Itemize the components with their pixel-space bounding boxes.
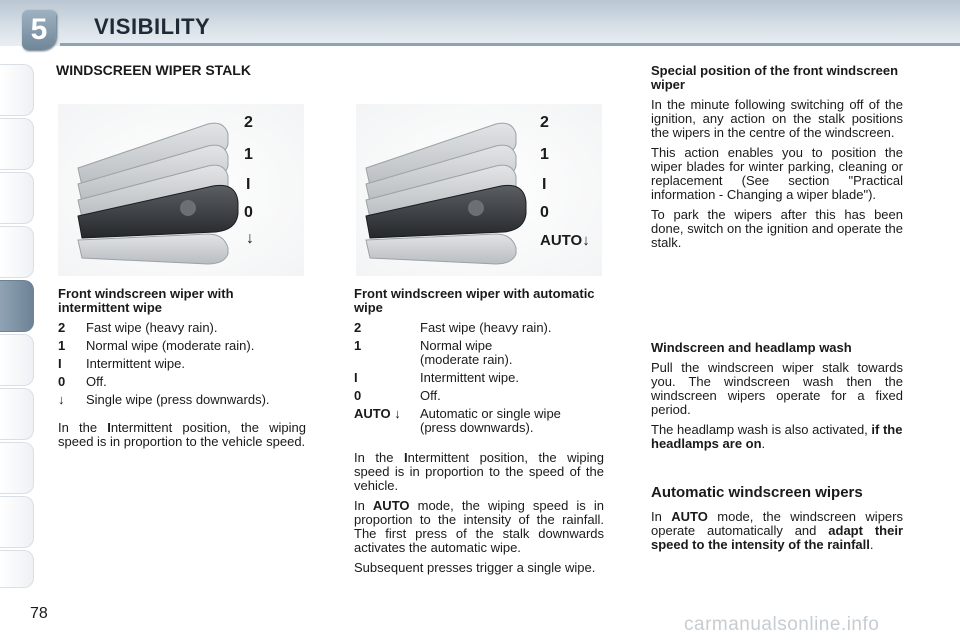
paragraph-text: In <box>354 498 373 513</box>
paragraph-text: In the <box>354 450 404 465</box>
headlamp-wash-paragraph-2 <box>651 423 903 451</box>
position-key: 2 <box>354 320 362 335</box>
position-key: 2 <box>58 320 66 335</box>
position-label-intermittent: I <box>542 176 547 193</box>
position-label-auto: AUTO↓ <box>540 232 590 249</box>
position-description: Off. <box>86 374 107 389</box>
position-label-fast: 2 <box>244 114 253 131</box>
position-description: Automatic or single wipe (press downwards). <box>420 406 561 435</box>
automatic-wipe-section <box>354 287 604 581</box>
header-rule <box>60 43 960 46</box>
chapter-tab-10[interactable] <box>0 550 34 588</box>
chapter-number-badge: 5 <box>22 10 56 50</box>
position-key: I <box>354 370 358 385</box>
headlamp-wash-paragraph-1: Pull the windscreen wiper stalk towards you. The windscreen wash then the windscreen wipers operate for a fixed period. <box>651 360 903 417</box>
wiper-stalk-illustration-intermittent <box>58 104 304 276</box>
list-item <box>58 375 306 389</box>
paragraph-bold: I <box>404 450 408 465</box>
list-item <box>58 321 306 335</box>
position-description: Off. <box>420 388 441 403</box>
special-position-section <box>651 64 903 256</box>
position-description: Intermittent wipe. <box>86 356 185 371</box>
chapter-tab-5-active[interactable] <box>0 280 34 332</box>
position-label-off: 0 <box>540 204 549 221</box>
special-position-paragraph-3: To park the wipers after this has been done, switch on the ignition and operate the stalk. <box>651 207 903 250</box>
list-item <box>58 339 306 353</box>
position-key: 1 <box>354 338 362 353</box>
position-description: Normal wipe (moderate rain). <box>86 338 255 353</box>
chapter-tab-9[interactable] <box>0 496 34 548</box>
paragraph-bold: if the headlamps are on <box>651 422 903 451</box>
auto-arrow-key: AUTO ↓ <box>354 406 401 421</box>
chapter-tabs <box>0 64 34 590</box>
position-label-fast: 2 <box>540 114 549 131</box>
position-label-single-wipe: ↓ <box>246 230 254 247</box>
note-text: In the <box>58 420 108 435</box>
page-number: 78 <box>30 605 48 622</box>
list-item <box>354 407 604 435</box>
position-key: I <box>58 356 62 371</box>
position-description: Intermittent wipe. <box>420 370 519 385</box>
position-key: 0 <box>354 388 362 403</box>
position-label-intermittent: I <box>246 176 251 193</box>
special-position-title: Special position of the front windscreen wiper <box>651 63 899 92</box>
chapter-tab-6[interactable] <box>0 334 34 386</box>
paragraph-bold: AUTO <box>671 509 708 524</box>
chapter-tab-2[interactable] <box>0 118 34 170</box>
position-description: Fast wipe (heavy rain). <box>86 320 218 335</box>
chapter-tab-1[interactable] <box>0 64 34 116</box>
position-label-off: 0 <box>244 204 253 221</box>
chapter-title: VISIBILITY <box>94 14 211 39</box>
intermittent-wipe-section <box>58 287 306 455</box>
automatic-paragraph-2 <box>354 499 604 555</box>
position-key: 0 <box>58 374 66 389</box>
list-item <box>354 321 604 335</box>
paragraph-text: The headlamp wash is also activated, <box>651 422 872 437</box>
list-item <box>354 339 604 367</box>
position-description: Normal wipe (moderate rain). <box>420 338 513 367</box>
intermittent-title: Front windscreen wiper with intermittent wipe <box>58 286 234 315</box>
headlamp-wash-title: Windscreen and headlamp wash <box>651 340 852 355</box>
paragraph-text: In <box>651 509 672 524</box>
list-item <box>354 371 604 385</box>
chapter-tab-3[interactable] <box>0 172 34 224</box>
automatic-paragraph-3: Subsequent presses trigger a single wipe. <box>354 560 596 575</box>
paragraph-bold: AUTO <box>372 498 410 513</box>
position-description: Fast wipe (heavy rain). <box>420 320 552 335</box>
watermark: carmanualsonline.info <box>684 614 880 635</box>
note-bold: I <box>107 420 111 435</box>
section-heading: WINDSCREEN WIPER STALK <box>56 62 251 78</box>
list-item <box>354 389 604 403</box>
paragraph-text: ntermittent position, the wiping speed is in proportion to the speed of the vehicle. <box>354 450 604 493</box>
paragraph-text: mode, the windscreen wipers operate automatically and <box>651 509 903 538</box>
position-description: Single wipe (press downwards). <box>86 392 270 407</box>
automatic-paragraph-1 <box>354 451 604 493</box>
position-label-normal: 1 <box>244 146 253 163</box>
paragraph-text: . <box>869 537 874 552</box>
special-position-paragraph-1: In the minute following switching off of the ignition, any action on the stalk positions the wipers in the centre of the windscreen. <box>651 97 903 140</box>
paragraph-text: mode, the wiping speed is in proportion to the intensity of the rainfall. The first press of the stalk downwards activates the automatic wipe. <box>354 498 604 555</box>
automatic-wipers-paragraph <box>651 510 903 552</box>
paragraph-text: . <box>761 436 766 451</box>
list-item <box>58 357 306 371</box>
chapter-tab-4[interactable] <box>0 226 34 278</box>
special-position-paragraph-2: This action enables you to position the wiper blades for winter parking, cleaning or replacement (See section "Practical information - Changing a wiper blade"). <box>651 145 903 202</box>
automatic-wipers-section <box>651 486 903 558</box>
automatic-wipers-title: Automatic windscreen wipers <box>651 484 863 501</box>
chapter-tab-8[interactable] <box>0 442 34 494</box>
intermittent-note <box>58 421 306 449</box>
headlamp-wash-section <box>651 341 903 457</box>
paragraph-bold: adapt their speed to the intensity of the rainfall <box>651 523 903 552</box>
note-text: ntermittent position, the wiping speed is in proportion to the vehicle speed. <box>58 420 306 449</box>
chapter-tab-7[interactable] <box>0 388 34 440</box>
position-key: 1 <box>58 338 66 353</box>
arrow-down-icon: ↓ <box>58 392 65 407</box>
wiper-stalk-illustration-automatic <box>356 104 602 276</box>
automatic-title: Front windscreen wiper with automatic wipe <box>354 286 595 315</box>
list-item <box>58 393 306 407</box>
position-label-normal: 1 <box>540 146 549 163</box>
